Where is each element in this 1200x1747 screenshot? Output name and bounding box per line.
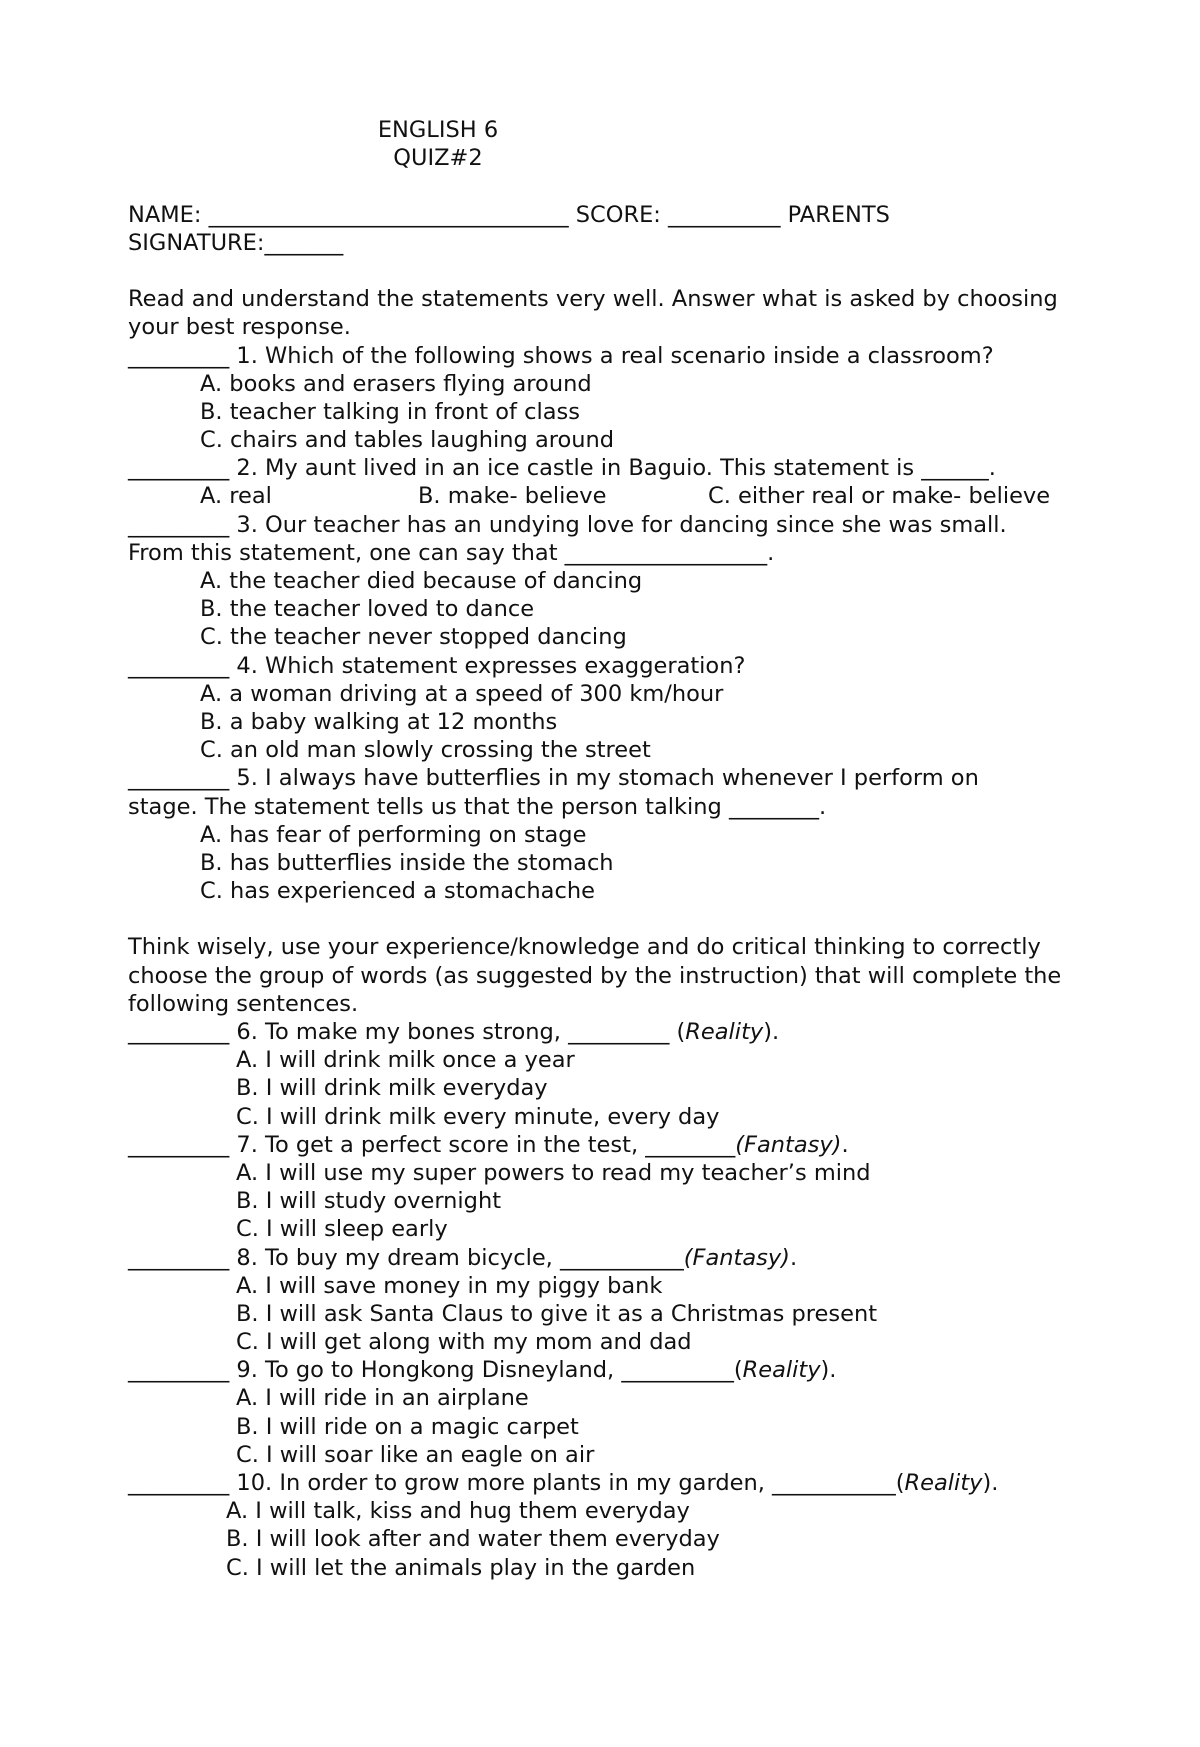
question-stem: _________ 1. Which of the following shows a real scenario inside a classroom? xyxy=(128,342,994,369)
question-stem: _________ 3. Our teacher has an undying love for dancing since she was small. xyxy=(128,511,1007,538)
choice-a: A. the teacher died because of dancing xyxy=(200,568,643,594)
choice-b: B. a baby walking at 12 months xyxy=(200,708,558,735)
question-1 xyxy=(128,342,1128,455)
hint-text: Reality xyxy=(685,1019,764,1045)
question-4 xyxy=(128,652,1128,765)
hint-text: (Fantasy) xyxy=(735,1131,842,1158)
question-6 xyxy=(128,1018,1128,1131)
question-stem: _________ 5. I always have butterflies in my stomach whenever I perform on xyxy=(128,765,979,792)
spacer xyxy=(128,257,1128,285)
question-stem xyxy=(128,1018,1128,1046)
question-10 xyxy=(128,1469,1128,1582)
stem-text: _________ 10. In order to grow more plants in my garden, ___________( xyxy=(128,1470,905,1496)
hint-text: Reality xyxy=(904,1470,983,1496)
question-stem-cont: From this statement, one can say that __________________. xyxy=(128,539,775,566)
choice-a: A. has fear of performing on stage xyxy=(200,821,587,848)
question-stem xyxy=(128,1131,1128,1159)
question-2 xyxy=(128,454,1128,510)
question-5 xyxy=(128,764,1128,905)
stem-end: . xyxy=(841,1131,849,1158)
stem-text: _________ 8. To buy my dream bicycle, ___________ xyxy=(128,1244,684,1271)
choice-a: A. I will talk, kiss and hug them everyday xyxy=(226,1498,690,1525)
choice-b: B. I will drink milk everyday xyxy=(236,1075,548,1102)
instruction-text: Think wisely, use your experience/knowledge and do critical thinking to correctly xyxy=(128,934,1041,961)
stem-text: _________ 9. To go to Hongkong Disneyland, __________( xyxy=(128,1357,743,1384)
stem-end: . xyxy=(789,1244,798,1271)
choice-c: C. I will soar like an eagle on air xyxy=(236,1441,595,1468)
instruction-text: choose the group of words (as suggested by the instruction) that will complete the xyxy=(128,962,1062,989)
hint-text: (Fantasy) xyxy=(683,1244,790,1271)
spacer xyxy=(128,172,1128,200)
choice-c: C. has experienced a stomachache xyxy=(200,878,595,905)
choice-a: A. I will drink milk once a year xyxy=(236,1047,575,1074)
stem-end: ). xyxy=(763,1019,780,1045)
stem-text: _________ 7. To get a perfect score in the test, ________ xyxy=(128,1131,736,1158)
question-stem xyxy=(128,1244,1128,1272)
question-stem xyxy=(128,1356,1128,1384)
instruction-text: Read and understand the statements very well. Answer what is asked by choosing xyxy=(128,286,1058,313)
stem-end: ). xyxy=(982,1470,999,1496)
part2 xyxy=(128,933,1128,1581)
spacer xyxy=(128,905,1128,933)
choice-b: B. teacher talking in front of class xyxy=(200,398,580,425)
choice-c: C. I will drink milk every minute, every day xyxy=(236,1103,720,1130)
choice-c: C. the teacher never stopped dancing xyxy=(200,624,627,651)
choice-b: B. the teacher loved to dance xyxy=(200,596,535,623)
question-stem xyxy=(128,1469,1128,1497)
hint-text: Reality xyxy=(742,1357,821,1384)
choice-row xyxy=(128,482,1128,510)
stem-end: ). xyxy=(820,1357,837,1384)
choice-c: C. an old man slowly crossing the street xyxy=(200,737,651,764)
choice-c: C. either real or make- believe xyxy=(708,483,1051,510)
page-title: ENGLISH 6 xyxy=(377,117,499,143)
student-info-line: NAME: ________________________________ SCORE: __________ PARENTS xyxy=(128,201,890,228)
question-stem: _________ 2. My aunt lived in an ice castle in Baguio. This statement is ______. xyxy=(128,455,996,482)
choice-c: C. I will sleep early xyxy=(236,1216,448,1243)
choice-a: A. a woman driving at a speed of 300 km/hour xyxy=(200,680,724,707)
choice-c: C. I will get along with my mom and dad xyxy=(236,1329,692,1356)
choice-a: A. I will save money in my piggy bank xyxy=(236,1272,663,1299)
choice-b: B. make- believe xyxy=(418,483,607,510)
choice-b: B. I will ask Santa Claus to give it as a Christmas present xyxy=(236,1300,878,1327)
choice-a: A. real xyxy=(200,483,272,510)
page-subtitle: QUIZ#2 xyxy=(393,145,483,172)
question-8 xyxy=(128,1244,1128,1357)
question-3 xyxy=(128,511,1128,652)
question-stem: _________ 4. Which statement expresses exaggeration? xyxy=(128,652,746,679)
choice-a: A. I will ride in an airplane xyxy=(236,1385,529,1412)
choice-a: A. I will use my super powers to read my teacher’s mind xyxy=(236,1159,871,1186)
choice-c: C. I will let the animals play in the garden xyxy=(226,1554,696,1581)
instruction-text: following sentences. xyxy=(128,990,359,1017)
choice-c: C. chairs and tables laughing around xyxy=(200,427,615,454)
choice-b: B. I will look after and water them everyday xyxy=(226,1526,720,1553)
question-9 xyxy=(128,1356,1128,1469)
question-stem-cont: stage. The statement tells us that the person talking ________. xyxy=(128,793,827,820)
part1 xyxy=(128,285,1128,905)
quiz-document xyxy=(128,116,1128,1582)
question-7 xyxy=(128,1131,1128,1244)
choice-b: B. I will study overnight xyxy=(236,1188,502,1215)
stem-text: _________ 6. To make my bones strong, _________ ( xyxy=(128,1019,686,1045)
signature-line: SIGNATURE:_______ xyxy=(128,229,344,256)
instruction-text: your best response. xyxy=(128,314,351,341)
choice-b: B. has butterflies inside the stomach xyxy=(200,849,614,876)
choice-b: B. I will ride on a magic carpet xyxy=(236,1413,579,1440)
choice-a: A. books and erasers flying around xyxy=(200,370,592,397)
